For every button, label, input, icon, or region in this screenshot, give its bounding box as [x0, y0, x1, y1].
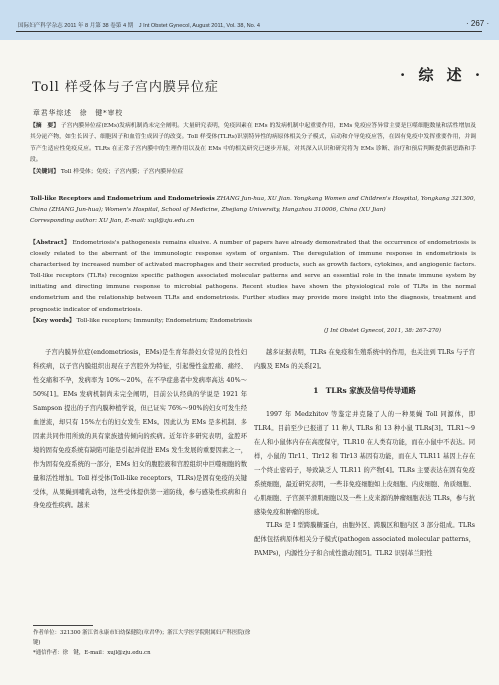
footnote-affiliation: 作者单位：321300 浙江省永康市妇幼保健院(章君华)；浙江大学医学院附属妇产科医院(徐 键)	[33, 630, 256, 646]
english-abstract-label: 【Abstract】	[30, 240, 71, 246]
english-authors: ZHANG Jun-hua, XU Jian. Yongkang Women and Children's Hospital, Yongkang 321300, China (ZHANG Jun-hua); Women's Hospital, School of Medicine, Zhejiang University, Hangzhou 310006, China (XU Jian)	[30, 196, 476, 213]
keywords-label: 【关键词】	[30, 168, 59, 175]
citation: (J Int Obstet Gynecol, 2011, 38: 267-270)	[324, 328, 442, 334]
english-abstract	[30, 238, 476, 327]
article-title: Toll 样受体与子宫内膜异位症	[32, 80, 219, 95]
english-title: Toll-like Receptors and Endometrium and Endometriosis	[30, 196, 215, 202]
corresponding-author: Corresponding author: XU Jian, E-mail: xujl@zju.edu.cn	[30, 218, 195, 224]
english-keywords-label: 【Key words】	[30, 317, 75, 324]
footnote-rule	[33, 625, 93, 626]
abstract-text: 子宫内膜异位症(EMs)发病机制尚未完全阐明。大量研究表明，免疫因素在 EMs 的发病机制中起重要作用，EMs 免疫应答异常主要是巨噬细胞数量和活性增加及其分泌产物，如生长因子、细胞因子和血管生成因子的改变。Toll 样受体(TLRs)识别特异性的病原体相关分子模式，启动和介导免疫应答，在固有免疫中发挥重要作用，并调节产生适应性免疫反应。TLRs 在正常子宫内膜中的生理作用以及在 EMs 中的相关研究已逐步开展，对其深入认识和研究将为 EMs 诊断、治疗和预后判断提供新思路和手段。	[30, 123, 477, 164]
footnote-correspondence: *通信作者：徐 键，E-mail：xujl@zju.edu.cn	[33, 650, 151, 656]
page-number: · 267 ·	[466, 19, 490, 28]
abstract-label: 【摘 要】	[30, 123, 60, 129]
section-tag: · 综 述 ·	[400, 66, 485, 84]
authors: 章君华综述 徐 键*审校	[33, 109, 124, 117]
body-column-left	[33, 346, 247, 513]
journal-header: 国际妇产科学杂志 2011 年 8 月第 38 卷第 4 期 J Int Obstet Gynecol, August 2011, Vol. 38, No. 4	[18, 23, 260, 29]
section-heading: 1 TLRs 家族及信号传导通路	[313, 385, 416, 395]
english-title-block	[30, 194, 476, 227]
paragraph: 子宫内膜异位症(endometriosis，EMs)是生育年龄妇女常见的良性妇科疾病，以子宫内膜组织出现在子宫腔外为特征，引起慢性盆腔痛、痛经、性交痛和不孕，发病率为 10%～20%，在不孕症患者中发病率高达 40%～50%[1]。EMs 发病机制尚未完全阐明，目前公认经典的学说是 1921 年 Sampson 提出的子宫内膜种植学说，但已证实 76%～90%的妇女可发生经血逆流，却只有 15%左右的妇女发生 EMs。因此认为 EMs 是多机制、多因素共同作用所致的具有家族遗传倾向的疾病。近年许多研究表明，盆腔环境的固有免疫系统有缺陷可能是引起并促进 EMs 发生发展的重要因素之一，作为固有免疫系统的一部分，EMs 妇女的腹腔液和宫腔组织中巨噬细胞的数量和活性增加。Toll 样受体(Toll-like receptors，TLRs)是固有免疫的关键受体，从果蝇到哺乳动物，这些受体提供第一道防线，参与感染性疾病和自身免疫性疾病。越来	[33, 349, 247, 510]
header-rule	[16, 31, 482, 32]
paragraph: 越多证据表明，TLRs 在免疫和生殖系统中的作用，也关注到 TLRs 与子宫内膜及 EMs 的关系[2]。	[254, 349, 475, 370]
chinese-abstract	[30, 121, 476, 178]
header-band	[0, 0, 499, 40]
paragraph: TLRs 是 I 型跨膜糖蛋白，由胞外区、跨膜区和胞内区 3 部分组成。TLRs 配体包括病原体相关分子模式(pathogen associated molecular patterns，PAMPs)，内源性分子和合成性激动剂[5]。TLR2 识别革兰阳性	[254, 522, 475, 558]
english-abstract-text: Endometriosis's pathogenesis remains elusive. A number of papers have already demonstrated that the occurrence of endometriosis is closely related to the aberrant of the immunologic response system of organism. The deregulation of immune response in endometriosis is characterised by increased number of activated macrophages and their secreted products, such as growth factors, cytokines, and angiogenic factors. Toll-like receptors (TLRs) recognize specific pathogen associated molecular patterns and serve an essential role in the innate immune system by initiating and directing immune response to microbial pathogens. Recent studies have shown the physiological role of TLRs in the normal endometrium and the relationship between TLRs and endometriosis. Further studies may provide more insight into the diagnosis, treatment and prognostic indicator of endometriosis.	[30, 240, 476, 313]
english-keywords-text: Toll-like receptors; Immunity; Endometrium; Endometriosis	[76, 317, 253, 324]
keywords-text: Toll 样受体；免疫；子宫内膜；子宫内膜异位症	[60, 168, 184, 175]
paragraph: 1997 年 Medzhitov 等鉴定并克隆了人的一种果蝇 Toll 同源体，即 TLR4。目前至少已报道了 11 种人 TLRs 和 13 种小鼠 TLRs[3]。TLR1～9 在人和小鼠体内存在高度保守，TLR10 在人类有功能，而在小鼠中不表达。同样，小鼠的 Tlr11、Tlr12 和 Tlr13 基因有功能，而在人 TLR11 基因上存在一个终止密码子，导致缺乏人 TLR11 的产物[4]。TLRs 主要表达在固有免疫系统细胞，最近研究表明，一些非免疫细胞如上皮细胞、内皮细胞、角质细胞、心肌细胞、子宫颈平滑肌细胞以及一些上皮来源的肿瘤细胞表达 TLRs，参与抗感染免疫和肿瘤的形成。	[254, 410, 475, 516]
footnote	[33, 628, 256, 658]
body-column-right	[254, 346, 475, 561]
